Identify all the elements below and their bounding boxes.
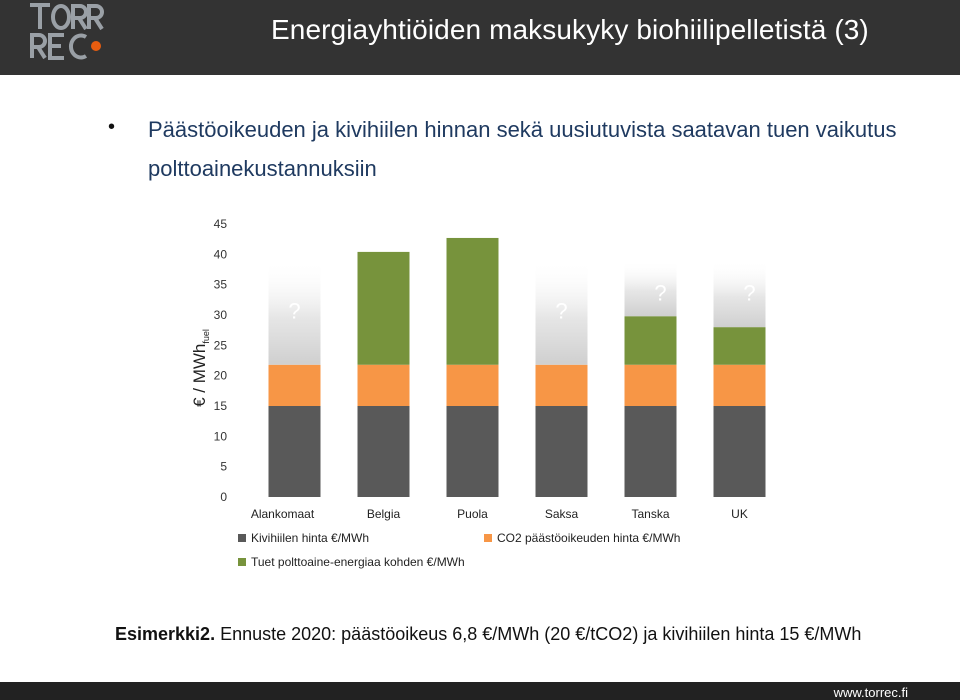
y-tick-label: 20 (213, 368, 227, 383)
legend-label: CO2 päästöoikeuden hinta €/MWh (497, 531, 681, 545)
bar-uk-series-2 (714, 327, 766, 365)
bar-alankomaat-series-0 (269, 406, 321, 497)
bar-tanska-series-0 (625, 406, 677, 497)
bar-uk-series-0 (714, 406, 766, 497)
torrec-logo (28, 2, 106, 60)
x-tick-label: Alankomaat (250, 507, 315, 521)
bar-uk-series-1 (714, 365, 766, 406)
question-mark-saksa: ? (555, 298, 568, 324)
y-tick-label: 15 (213, 399, 227, 413)
x-tick-label: Tanska (631, 507, 670, 521)
x-tick-label: UK (731, 507, 748, 521)
question-mark-uk: ? (743, 280, 756, 306)
y-tick-label: 0 (220, 490, 227, 504)
legend-swatch (238, 558, 246, 566)
bar-tanska-series-1 (625, 365, 677, 406)
x-tick-label: Puola (457, 507, 488, 521)
question-mark-alankomaat: ? (288, 298, 301, 324)
question-mark-tanska: ? (654, 280, 667, 306)
y-axis-title (190, 329, 211, 407)
example-label: Esimerkki2. (115, 624, 216, 644)
bar-saksa-series-1 (536, 365, 588, 406)
y-tick-label: 35 (213, 277, 227, 292)
legend-label: Tuet polttoaine-energiaa kohden €/MWh (251, 555, 465, 569)
y-tick-label: 5 (220, 459, 227, 474)
bar-tanska-series-2 (625, 316, 677, 365)
bullet-marker: • (108, 116, 116, 138)
unknown-bar-tanska (625, 260, 677, 316)
bar-belgia-series-2 (358, 252, 410, 365)
bar-puola-series-2 (447, 238, 499, 365)
x-tick-label: Belgia (366, 507, 401, 521)
bar-alankomaat-series-1 (269, 365, 321, 406)
y-tick-label: 30 (213, 308, 227, 322)
example-text (115, 624, 861, 645)
y-tick-label: 25 (213, 338, 227, 353)
y-axis-label: € / MWh$_{fuel}$ (190, 329, 211, 407)
legend-label: Kivihiilen hinta €/MWh (251, 531, 370, 545)
bar-puola-series-1 (447, 365, 499, 406)
unknown-bar-uk (714, 260, 766, 327)
slide-footer (0, 682, 960, 700)
stacked-bar-chart (180, 210, 800, 585)
x-tick-label: Saksa (544, 507, 579, 521)
footer-url: www.torrec.fi (833, 685, 908, 700)
bullet-text: Päästöoikeuden ja kivihiilen hinnan sekä uusiutuvista saatavan tuen vaikutus polttoainekustannuksiin (148, 117, 897, 181)
legend-swatch (238, 534, 246, 542)
y-tick-label: 40 (213, 247, 227, 262)
slide-title: Energiayhtiöiden maksukyky biohiilipelletistä (3) (271, 14, 869, 45)
example-body: Ennuste 2020: päästöoikeus 6,8 €/MWh (20 €/tCO2) ja kivihiilen hinta 15 €/MWh (215, 624, 862, 644)
y-tick-label: 10 (213, 429, 227, 444)
bar-belgia-series-1 (358, 365, 410, 406)
bar-belgia-series-0 (358, 406, 410, 497)
legend-swatch (484, 534, 492, 542)
y-tick-label: 45 (213, 217, 227, 231)
bar-saksa-series-0 (536, 406, 588, 497)
bar-puola-series-0 (447, 406, 499, 497)
slide-header (0, 0, 960, 75)
